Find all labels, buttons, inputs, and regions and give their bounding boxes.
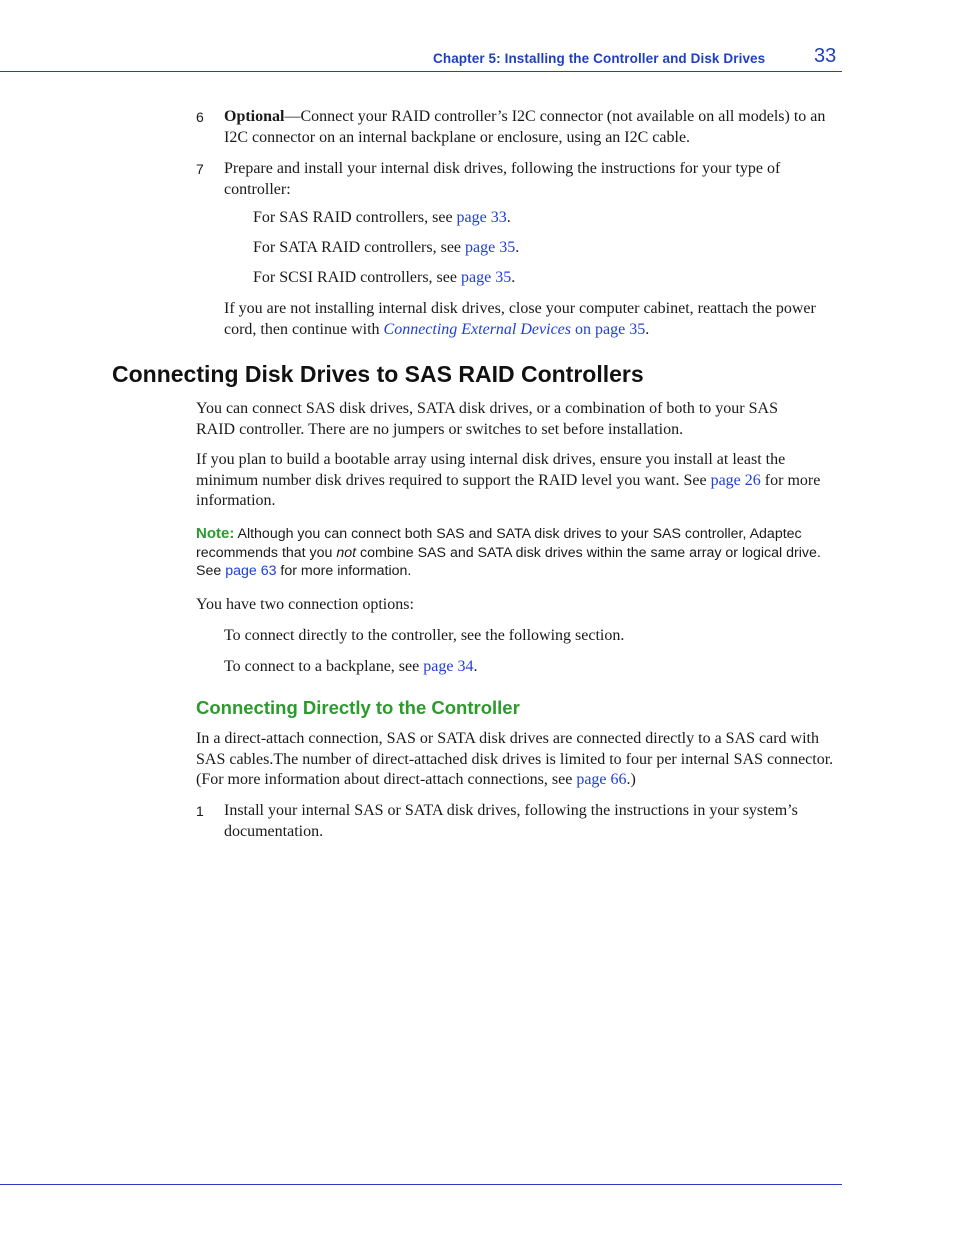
link-page-35-sata[interactable]: page 35 [465, 239, 516, 256]
options-intro: You have two connection options: [196, 596, 414, 613]
note-label: Note: [196, 525, 235, 542]
running-header: Chapter 5: Installing the Controller and Disk Drives [433, 51, 766, 66]
link-connecting-external-devices[interactable]: Connecting External Devices on page 35 [383, 320, 646, 338]
page-number: 33 [814, 45, 837, 67]
step-6-body: —Connect your RAID controller’s I2C connector (not available on all models) to an I2C connector on an internal backplane or enclosure, using an I2C cable. [224, 108, 826, 146]
no-internal-paragraph: If you are not installing internal disk drives, close your computer cabinet, reattach the power cord, then continue with Connecting External Devices on page 35. [224, 300, 816, 338]
sata-controller-ref: For SATA RAID controllers, see page 35. [253, 239, 520, 256]
scsi-controller-ref: For SCSI RAID controllers, see page 35. [253, 269, 516, 286]
link-page-63[interactable]: page 63 [225, 563, 277, 579]
header-rule [0, 71, 842, 72]
step-7-text: Prepare and install your internal disk drives, following the instructions for your type of controller: [224, 160, 781, 198]
step-6-text [224, 107, 844, 148]
link-page-26[interactable]: page 26 [710, 471, 761, 489]
link-page-66[interactable]: page 66 [576, 771, 627, 788]
option-direct: To connect directly to the controller, see the following section. [224, 627, 625, 644]
option-backplane: To connect to a backplane, see page 34. [224, 658, 478, 675]
optional-label: Optional [224, 108, 285, 125]
link-page-34[interactable]: page 34 [423, 658, 474, 675]
step-number-1: 1 [196, 803, 204, 819]
sas-controller-ref: For SAS RAID controllers, see page 33. [253, 209, 511, 226]
subsection-heading: Connecting Directly to the Controller [196, 697, 520, 718]
step-1-text: Install your internal SAS or SATA disk drives, following the instructions in your system’s documentation. [224, 802, 798, 840]
section-paragraph-2: If you plan to build a bootable array using internal disk drives, ensure you install at least the minimum number disk drives required to support the RAID level you want. See page 26 for more information. [196, 451, 821, 509]
note-block: Note: Although you can connect both SAS and SATA disk drives to your SAS controller, Adaptec recommends that you not combine SAS and SATA disk drives within the same array or logical drive. See page 63 for more information. [196, 525, 821, 579]
footer-rule [0, 1184, 842, 1185]
step-number-6: 6 [196, 109, 204, 125]
direct-attach-paragraph: In a direct-attach connection, SAS or SATA disk drives are connected directly to a SAS card with SAS cables.The number of direct-attached disk drives is limited to four per internal SAS connector. (For more information about direct-attach connections, see page 66.) [196, 730, 834, 788]
link-page-35-scsi[interactable]: page 35 [460, 269, 512, 286]
step-number-7: 7 [196, 161, 204, 177]
section-paragraph-1: You can connect SAS disk drives, SATA disk drives, or a combination of both to your SAS RAID controller. There are no jumpers or switches to set before installation. [196, 400, 778, 438]
section-heading: Connecting Disk Drives to SAS RAID Controllers [112, 361, 644, 387]
link-page-33[interactable]: page 33 [456, 209, 507, 226]
